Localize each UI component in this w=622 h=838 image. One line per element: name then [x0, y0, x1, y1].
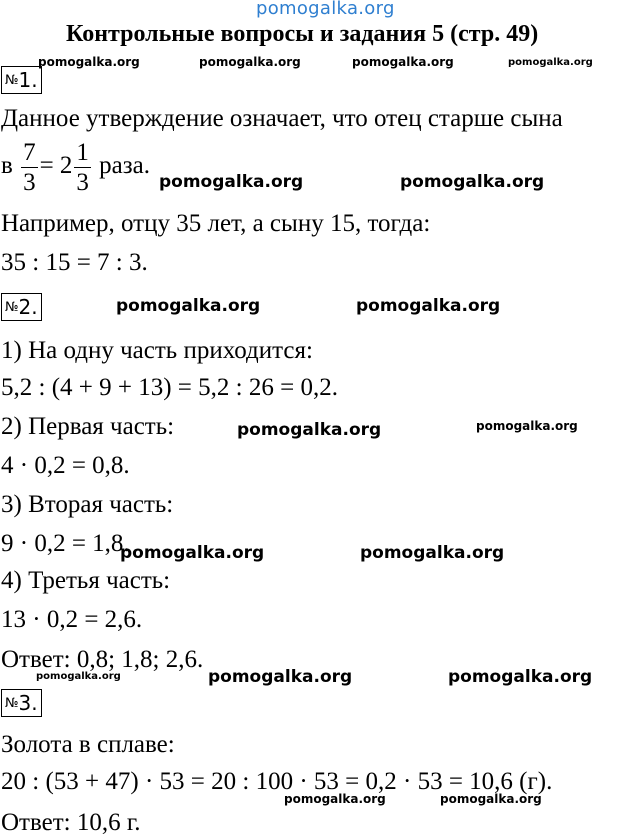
task-2-answer: Ответ: 0,8; 1,8; 2,6. [1, 646, 204, 673]
task-2-line-2: 5,2 : (4 + 9 + 13) = 5,2 : 26 = 0,2. [1, 374, 338, 401]
task-1-number: №1. [1, 66, 42, 94]
watermark: pomogalka.org [352, 55, 454, 69]
watermark: pomogalka.org [356, 296, 501, 316]
task-3-number: №3. [1, 689, 42, 717]
watermark: pomogalka.org [476, 419, 578, 433]
task-2-number: №2. [1, 293, 42, 321]
task-2-line-6: 9 · 0,2 = 1,8. [1, 530, 130, 557]
watermark: pomogalka.org [208, 667, 353, 687]
task-2-line-3: 2) Первая часть: [1, 413, 175, 440]
watermark-top: pomogalka.org [256, 0, 395, 19]
task-2-line-4: 4 · 0,2 = 0,8. [1, 452, 130, 479]
watermark: pomogalka.org [237, 420, 382, 440]
watermark: pomogalka.org [360, 543, 505, 563]
watermark: pomogalka.org [199, 55, 301, 69]
fraction-seven-thirds: $\frac{7}{3}$ [23, 139, 36, 196]
task-2-line-7: 4) Третья часть: [1, 567, 171, 594]
task-2-line-1: 1) На одну часть приходится: [1, 337, 313, 364]
watermark: pomogalka.org [159, 172, 304, 192]
watermark: pomogalka.org [400, 172, 545, 192]
watermark: pomogalka.org [448, 667, 593, 687]
watermark: pomogalka.org [508, 57, 593, 68]
watermark: pomogalka.org [440, 792, 542, 806]
watermark: pomogalka.org [38, 55, 140, 69]
page-title: Контрольные вопросы и задания 5 (стр. 49) [66, 21, 539, 47]
fraction-one-third: $\frac{1}{3}$ [76, 139, 89, 196]
task-3-line-1: Золота в сплаве: [1, 731, 175, 758]
watermark: pomogalka.org [116, 296, 261, 316]
task-2-line-5: 3) Вторая часть: [1, 491, 174, 518]
task-1-example: Например, отцу 35 лет, а сыну 15, тогда: [1, 210, 431, 237]
watermark: pomogalka.org [120, 543, 265, 563]
task-3-line-2: 20 : (53 + 47) · 53 = 20 : 100 · 53 = 0,2 · 53 = 10,6 (г). [1, 768, 553, 795]
watermark: pomogalka.org [36, 671, 121, 682]
task-1-ratio: в $\frac{7}{3}$ = 2 $\frac{1}{3}$ раза. [1, 139, 150, 196]
task-3-answer: Ответ: 10,6 г. [1, 809, 141, 836]
task-1-statement: Данное утверждение означает, что отец старше сына [1, 105, 563, 132]
task-1-calc: 35 : 15 = 7 : 3. [1, 249, 148, 276]
task-2-line-8: 13 · 0,2 = 2,6. [1, 606, 143, 633]
watermark: pomogalka.org [284, 792, 386, 806]
